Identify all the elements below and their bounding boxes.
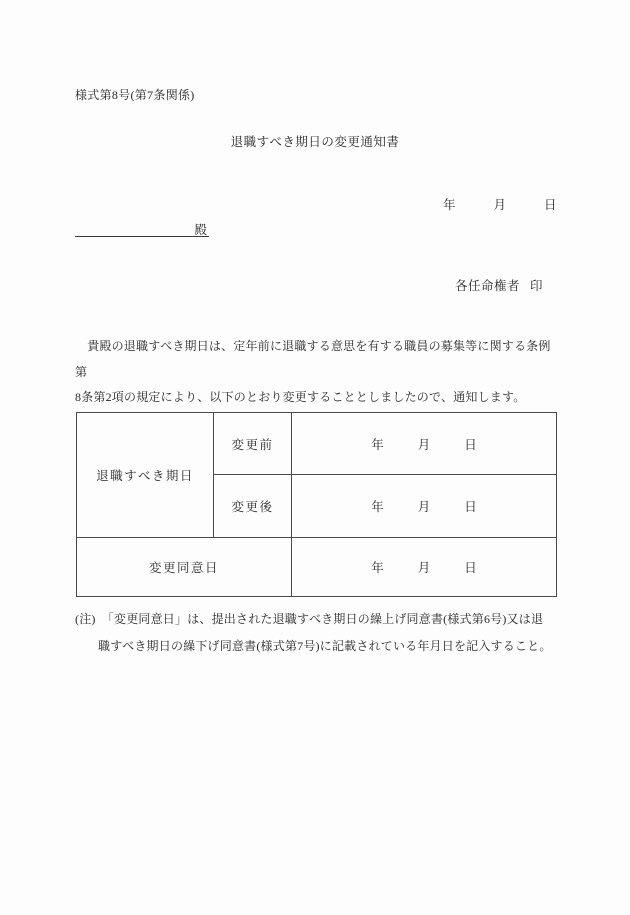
table-label-consent-date: 変更同意日 [77, 538, 292, 597]
month-label: 月 [417, 437, 431, 452]
month-label: 月 [417, 500, 431, 514]
footnote-line: 職すべき期日の繰下げ同意書(様式第7号)に記載されている年月日を記入すること。 [98, 639, 552, 653]
issue-date-line [443, 195, 557, 213]
year-label: 年 [371, 437, 384, 452]
issue-date-day-label: 日 [544, 198, 557, 212]
table-date-before-change [292, 413, 557, 475]
document-title: 退職すべき期日の変更通知書 [230, 135, 400, 149]
date-placeholder [292, 435, 556, 453]
date-placeholder [292, 497, 556, 515]
footnote [75, 606, 565, 660]
table-label-before-change: 変更前 [214, 413, 292, 475]
issuer-line [455, 276, 543, 294]
year-label: 年 [371, 561, 384, 575]
table-date-consent [292, 538, 557, 597]
table-date-after-change [292, 475, 557, 538]
body-paragraph [75, 334, 559, 411]
date-placeholder [292, 558, 556, 576]
form-number-label: 様式第8号(第7条関係) [75, 88, 195, 102]
footnote-line: (注) 「変更同意日」は、提出された退職すべき期日の繰上げ同意書(様式第6号)又は退 [75, 612, 544, 626]
addressee-honorific: 殿 [194, 223, 207, 237]
month-label: 月 [417, 561, 431, 575]
day-label: 日 [464, 561, 477, 575]
addressee-blank-line [75, 220, 209, 237]
table-row-header-retirement-date: 退職すべき期日 [77, 413, 214, 538]
issue-date-year-label: 年 [443, 198, 456, 212]
day-label: 日 [464, 500, 477, 514]
change-date-table [76, 412, 557, 597]
issue-date-month-label: 月 [493, 198, 507, 212]
day-label: 日 [464, 437, 477, 452]
body-line: 8条第2項の規定により、以下のとおり変更することとしましたので、通知します。 [75, 390, 526, 404]
table-label-after-change: 変更後 [214, 475, 292, 538]
issuer-label: 各任命権者 [455, 279, 521, 293]
year-label: 年 [371, 500, 384, 514]
body-line: 貴殿の退職すべき期日は、定年前に退職する意思を有する職員の募集等に関する条例第 [75, 339, 551, 379]
seal-mark: 印 [530, 279, 544, 293]
